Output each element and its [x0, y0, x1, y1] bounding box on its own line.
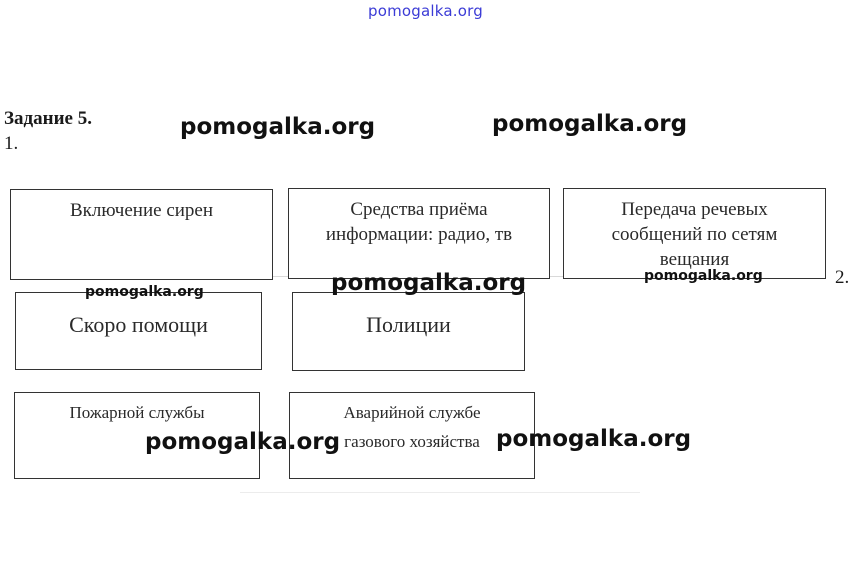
- row1-box-broadcast: [563, 188, 826, 279]
- box-text-line: Включение сирен: [69, 200, 214, 221]
- watermark: pomogalka.org: [85, 284, 204, 300]
- watermark: pomogalka.org: [331, 270, 527, 296]
- watermark: pomogalka.org: [644, 268, 763, 284]
- box-text-line: вещания: [659, 249, 730, 270]
- box-text-line: Пожарной службы: [69, 403, 205, 422]
- watermark-top: pomogalka.org: [368, 2, 483, 20]
- box-text-line: сообщений по сетям: [611, 224, 778, 245]
- task-title: Задание 5.: [4, 108, 92, 129]
- watermark: pomogalka.org: [145, 429, 341, 455]
- box-text-line: информации: радио, тв: [325, 224, 513, 245]
- box-text-line: газового хозяйства: [344, 432, 480, 451]
- part-2-number: 2.: [835, 267, 850, 288]
- box-text-line: Полиции: [366, 312, 451, 337]
- box-text-line: Скоро помощи: [69, 312, 208, 337]
- scan-line: [240, 492, 640, 493]
- part-1-number: 1.: [4, 133, 19, 154]
- row2-box-police: [292, 292, 525, 371]
- row1-box-sirens: [10, 189, 273, 280]
- row1-box-media: [288, 188, 550, 279]
- watermark: pomogalka.org: [492, 111, 688, 137]
- box-text-line: Средства приёма: [350, 199, 488, 220]
- box-text-line: Передача речевых: [621, 199, 768, 220]
- watermark: pomogalka.org: [180, 114, 376, 140]
- box-text-line: Аварийной службе: [343, 403, 481, 422]
- row2-box-ambulance: [15, 292, 262, 370]
- watermark: pomogalka.org: [496, 426, 692, 452]
